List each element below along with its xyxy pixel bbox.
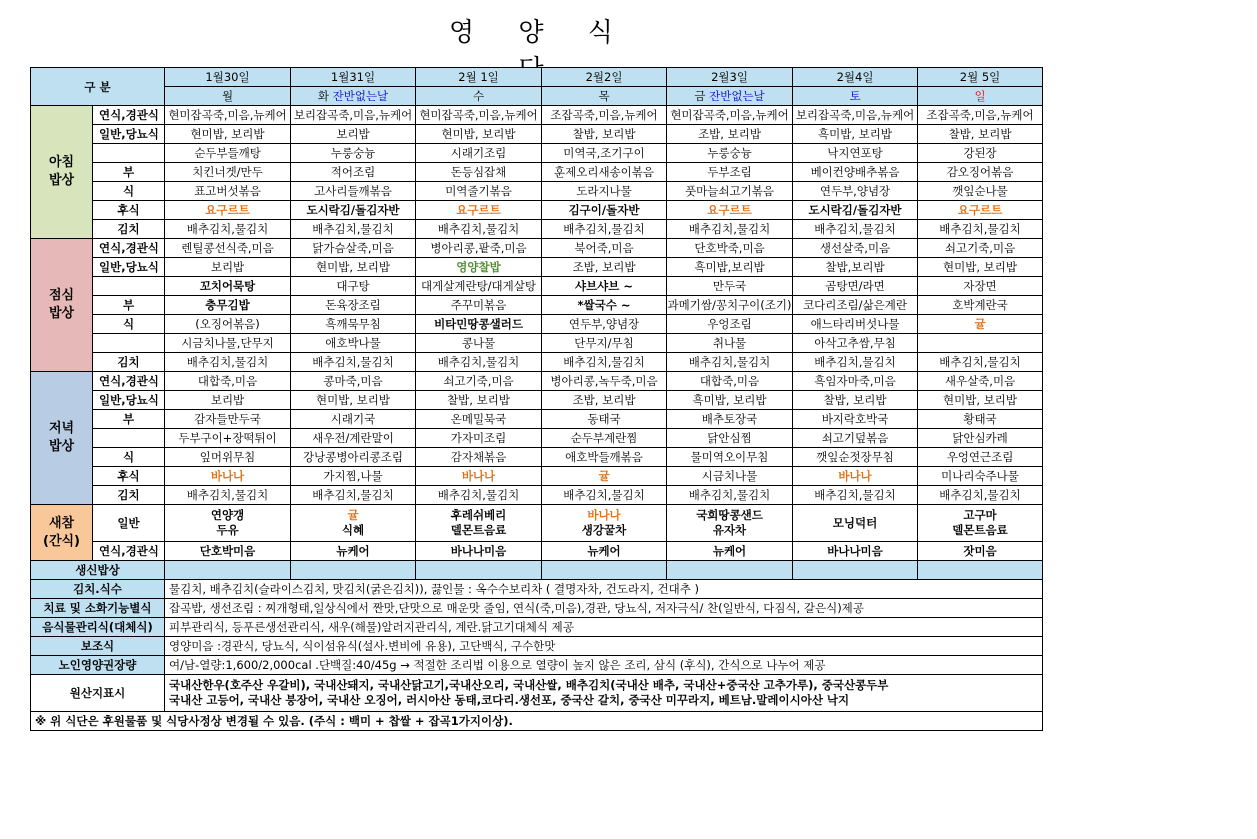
extra-label: 김치.식수	[31, 580, 165, 599]
menu-cell: 귤	[918, 315, 1043, 334]
menu-cell: 풋마늘쇠고기볶음	[667, 182, 793, 201]
extra-text: 영양미음 :경관식, 당뇨식, 식이섬유식(설사.변비에 유용), 고단백식, 구수한맛	[165, 637, 1043, 656]
menu-cell: 현미밥, 보리밥	[165, 125, 291, 144]
menu-cell: (오징어볶음)	[165, 315, 291, 334]
menu-cell: 조밥, 보리밥	[542, 391, 667, 410]
extra-row	[31, 637, 1043, 656]
row-label: 부	[93, 163, 165, 182]
birthday-cell	[165, 561, 291, 580]
menu-cell: 흑임자마죽,미음	[793, 372, 918, 391]
menu-cell: 두부구이+장떡튀이	[165, 429, 291, 448]
header-day-row	[31, 87, 1043, 106]
row-label: 부	[93, 410, 165, 429]
date-cell: 2월2일	[542, 68, 667, 87]
origin-row	[31, 675, 1043, 712]
row-label	[93, 277, 165, 296]
extra-label: 보조식	[31, 637, 165, 656]
menu-cell: 새우살죽,미음	[918, 372, 1043, 391]
menu-cell: 현미밥, 보리밥	[416, 125, 542, 144]
day-cell: 토	[793, 87, 918, 106]
extra-text: 피부관리식, 등푸른생선관리식, 새우(해물)알러지관리식, 계란.닭고기대체식 제공	[165, 618, 1043, 637]
breakfast-row	[31, 182, 1043, 201]
menu-cell: 미역국,조기구이	[542, 144, 667, 163]
menu-cell: 도시락김/돌김자반	[291, 201, 416, 220]
menu-cell: 배추김치,물김치	[165, 353, 291, 372]
menu-cell: 배추김치,물김치	[416, 220, 542, 239]
menu-cell: 찰밥, 보리밥	[793, 391, 918, 410]
menu-cell: 흑미밥, 보리밥	[667, 391, 793, 410]
menu-cell: 찰밥,보리밥	[793, 258, 918, 277]
day-cell: 일	[918, 87, 1043, 106]
menu-cell: 고사리들깨볶음	[291, 182, 416, 201]
menu-cell: 배추김치,물김치	[667, 486, 793, 505]
menu-cell: 배추김치,물김치	[793, 486, 918, 505]
menu-cell: 표고버섯볶음	[165, 182, 291, 201]
day-cell: 월	[165, 87, 291, 106]
menu-cell: 꼬치어묵탕	[165, 277, 291, 296]
extra-label: 음식물관리식(대체식)	[31, 618, 165, 637]
menu-cell: 보리잡곡죽,미음,뉴케어	[291, 106, 416, 125]
row-label: 식	[93, 448, 165, 467]
menu-cell: 배추김치,물김치	[291, 353, 416, 372]
dinner-row	[31, 486, 1043, 505]
menu-cell: 물미역오이무침	[667, 448, 793, 467]
day-cell: 금 잔반없는날	[667, 87, 793, 106]
menu-cell: 배추김치,물김치	[918, 353, 1043, 372]
extra-label: 노인영양권장량	[31, 656, 165, 675]
menu-cell: 배추김치,물김치	[542, 486, 667, 505]
breakfast-row	[31, 106, 1043, 125]
menu-cell: 과메기쌈/꽁치구이(조기)	[667, 296, 793, 315]
row-label: 식	[93, 315, 165, 334]
row-label: 후식	[93, 467, 165, 486]
menu-cell: 현미밥, 보리밥	[918, 258, 1043, 277]
menu-cell: 연양갱 두유	[165, 505, 291, 542]
menu-cell: 조잡곡죽,미음,뉴케어	[918, 106, 1043, 125]
menu-cell: 바나나미음	[416, 542, 542, 561]
row-label: 김치	[93, 353, 165, 372]
menu-cell: 도라지나물	[542, 182, 667, 201]
menu-cell: 곰탕면/라면	[793, 277, 918, 296]
menu-cell: 배추김치,물김치	[667, 220, 793, 239]
origin-text: 국내산한우(호주산 우갈비), 국내산돼지, 국내산닭고기,국내산오리, 국내산쌀, 배추김치(국내산 배추, 국내산+중국산 고추가루), 중국산콩두부 국내산 고등어, 국내산 붕장어, 국내산 오징어, 러시아산 동태,코다리.생선포, 중국산 갈치, 중국산 미꾸라지, 베트남.말레이시아산 낙지	[165, 675, 1043, 712]
menu-cell: 바나나	[165, 467, 291, 486]
menu-cell: 생선살죽,미음	[793, 239, 918, 258]
birthday-cell	[542, 561, 667, 580]
menu-cell: 감자채볶음	[416, 448, 542, 467]
extra-row	[31, 656, 1043, 675]
menu-cell: 요구르트	[416, 201, 542, 220]
menu-cell: 새우전/계란말이	[291, 429, 416, 448]
menu-cell: 단호박미음	[165, 542, 291, 561]
menu-cell: 자장면	[918, 277, 1043, 296]
menu-cell: 훈제오리새송이볶음	[542, 163, 667, 182]
dinner-label: 저녁 밥상	[31, 372, 93, 505]
menu-cell: 배추김치,물김치	[291, 486, 416, 505]
menu-cell: 현미밥, 보리밥	[291, 258, 416, 277]
menu-cell: 치킨너겟/만두	[165, 163, 291, 182]
menu-cell: 배추김치,물김치	[793, 220, 918, 239]
menu-cell: 잎머위무침	[165, 448, 291, 467]
row-label: 김치	[93, 220, 165, 239]
menu-cell: 돈등심잡채	[416, 163, 542, 182]
snack-label: 새참 (간식)	[31, 505, 93, 561]
day-cell: 수	[416, 87, 542, 106]
row-label	[93, 144, 165, 163]
menu-cell: *쌀국수 ~	[542, 296, 667, 315]
menu-cell: 찰밥, 보리밥	[918, 125, 1043, 144]
menu-cell: 국희땅콩샌드 유자차	[667, 505, 793, 542]
row-label: 연식,경관식	[93, 372, 165, 391]
lunch-row	[31, 258, 1043, 277]
menu-cell: 시래기조림	[416, 144, 542, 163]
lunch-row	[31, 296, 1043, 315]
menu-cell: 요구르트	[165, 201, 291, 220]
menu-cell: 두부조림	[667, 163, 793, 182]
row-label: 연식,경관식	[93, 239, 165, 258]
menu-cell: 감자들만두국	[165, 410, 291, 429]
lunch-row	[31, 239, 1043, 258]
lunch-row	[31, 353, 1043, 372]
menu-cell: 북어죽,미음	[542, 239, 667, 258]
extra-text: 잡곡밥, 생선조림 : 찌개형태,일상식에서 짠맛,단맛으로 매운맛 줄임, 연식(죽,미음),경관, 당뇨식, 저자극식/ 찬(일반식, 다짐식, 갈은식)제공	[165, 599, 1043, 618]
menu-cell: 현미밥, 보리밥	[291, 391, 416, 410]
dinner-row	[31, 429, 1043, 448]
extra-label: 치료 및 소화기능별식	[31, 599, 165, 618]
menu-cell: 낙지연포탕	[793, 144, 918, 163]
menu-cell: 바지락호박국	[793, 410, 918, 429]
menu-cell: 미역줄기볶음	[416, 182, 542, 201]
menu-cell: 흑미밥,보리밥	[667, 258, 793, 277]
menu-cell: 가지찜,나물	[291, 467, 416, 486]
snack-row	[31, 505, 1043, 542]
extra-row	[31, 580, 1043, 599]
menu-cell: 순두부들깨탕	[165, 144, 291, 163]
menu-cell: 바나나미음	[793, 542, 918, 561]
menu-cell: 뉴케어	[291, 542, 416, 561]
lunch-row	[31, 277, 1043, 296]
menu-cell: 현미잡곡죽,미음,뉴케어	[165, 106, 291, 125]
row-label	[93, 429, 165, 448]
date-cell: 2월 1일	[416, 68, 542, 87]
lunch-row	[31, 315, 1043, 334]
menu-cell: 배추김치,물김치	[667, 353, 793, 372]
menu-cell: 흑미밥, 보리밥	[793, 125, 918, 144]
menu-table	[30, 67, 1043, 731]
menu-cell: 고구마 델몬트음료	[918, 505, 1043, 542]
row-label: 식	[93, 182, 165, 201]
dinner-row	[31, 410, 1043, 429]
header-label: 구 분	[31, 68, 165, 106]
birthday-cell	[416, 561, 542, 580]
menu-cell: 온메밀묵국	[416, 410, 542, 429]
menu-cell: 배추김치,물김치	[165, 220, 291, 239]
menu-cell	[918, 334, 1043, 353]
menu-cell: 찰밥, 보리밥	[416, 391, 542, 410]
dinner-row	[31, 467, 1043, 486]
menu-cell: 닭안심찜	[667, 429, 793, 448]
menu-cell: 깻잎순젓장무침	[793, 448, 918, 467]
menu-cell: 배추김치,물김치	[416, 486, 542, 505]
menu-cell: 비타민땅콩샐러드	[416, 315, 542, 334]
menu-cell: 귤	[542, 467, 667, 486]
dinner-row	[31, 391, 1043, 410]
menu-cell: 바나나 생강꿀차	[542, 505, 667, 542]
menu-cell: 김구이/돌자반	[542, 201, 667, 220]
menu-cell: 잣미음	[918, 542, 1043, 561]
menu-cell: 찰밥, 보리밥	[542, 125, 667, 144]
menu-cell: 강된장	[918, 144, 1043, 163]
menu-cell: 요구르트	[667, 201, 793, 220]
menu-cell: 적어조림	[291, 163, 416, 182]
menu-cell: 영양찰밥	[416, 258, 542, 277]
page-title: 영 양 식	[449, 18, 631, 48]
menu-cell: 황태국	[918, 410, 1043, 429]
menu-cell: 애호박들깨볶음	[542, 448, 667, 467]
date-cell: 2월 5일	[918, 68, 1043, 87]
snack-row	[31, 542, 1043, 561]
menu-cell: 배추김치,물김치	[165, 486, 291, 505]
menu-cell: 애느타리버섯나물	[793, 315, 918, 334]
menu-cell: 흑깨묵무침	[291, 315, 416, 334]
menu-cell: 보리밥	[165, 258, 291, 277]
day-cell: 목	[542, 87, 667, 106]
menu-cell: 대합죽,미음	[667, 372, 793, 391]
menu-cell: 미나리숙주나물	[918, 467, 1043, 486]
birthday-cell	[793, 561, 918, 580]
menu-cell: 우엉조림	[667, 315, 793, 334]
day-cell: 화 잔반없는날	[291, 87, 416, 106]
breakfast-row	[31, 125, 1043, 144]
menu-cell: 현미잡곡죽,미음,뉴케어	[416, 106, 542, 125]
menu-cell: 후레쉬베리 델몬트음료	[416, 505, 542, 542]
menu-cell: 베이컨양배추볶음	[793, 163, 918, 182]
footnote: ※ 위 식단은 후원물품 및 식당사정상 변경될 수 있음. (주식 : 백미 + 찹쌀 + 잡곡1가지이상).	[31, 712, 1043, 731]
menu-cell: 깻잎순나물	[918, 182, 1043, 201]
birthday-cell	[918, 561, 1043, 580]
menu-cell: 닭안심카레	[918, 429, 1043, 448]
menu-cell: 배추김치,물김치	[542, 220, 667, 239]
menu-cell: 현미잡곡죽,미음,뉴케어	[667, 106, 793, 125]
menu-cell: 도시락김/돌김자반	[793, 201, 918, 220]
extra-row	[31, 618, 1043, 637]
row-label: 일반	[93, 505, 165, 542]
dinner-row	[31, 372, 1043, 391]
menu-cell: 뉴케어	[667, 542, 793, 561]
menu-cell: 바나나	[793, 467, 918, 486]
extra-text: 여/남-열량:1,600/2,000cal .단백질:40/45g → 적절한 조리법 이용으로 열량이 높지 않은 조리, 삼식 (후식), 간식으로 나누어 제공	[165, 656, 1043, 675]
menu-cell: 병아리콩,녹두죽,미음	[542, 372, 667, 391]
menu-cell: 요구르트	[918, 201, 1043, 220]
birthday-cell	[667, 561, 793, 580]
row-label: 부	[93, 296, 165, 315]
menu-cell: 콩마죽,미음	[291, 372, 416, 391]
menu-cell: 렌틸콩선식죽,미음	[165, 239, 291, 258]
breakfast-row	[31, 201, 1043, 220]
menu-cell: 보리잡곡죽,미음,뉴케어	[793, 106, 918, 125]
menu-cell: 귤 식혜	[291, 505, 416, 542]
origin-label: 원산지표시	[31, 675, 165, 712]
menu-cell: 아삭고추쌈,무침	[793, 334, 918, 353]
menu-cell: 배추김치,물김치	[918, 220, 1043, 239]
menu-cell: 배추김치,물김치	[542, 353, 667, 372]
menu-cell: 순두부계란찜	[542, 429, 667, 448]
menu-cell: 뉴케어	[542, 542, 667, 561]
menu-cell: 배추김치,물김치	[416, 353, 542, 372]
menu-cell: 애호박나물	[291, 334, 416, 353]
menu-cell: 시래기국	[291, 410, 416, 429]
menu-cell: 대게살계란탕/대게살탕	[416, 277, 542, 296]
row-label: 연식,경관식	[93, 542, 165, 561]
menu-cell: 취나물	[667, 334, 793, 353]
menu-cell: 현미밥, 보리밥	[918, 391, 1043, 410]
menu-cell: 우엉연근조림	[918, 448, 1043, 467]
birthday-cell	[291, 561, 416, 580]
menu-cell: 쇠고기죽,미음	[416, 372, 542, 391]
row-label	[93, 334, 165, 353]
menu-cell: 감오징어볶음	[918, 163, 1043, 182]
breakfast-row	[31, 163, 1043, 182]
footnote-row	[31, 712, 1043, 731]
menu-cell: 누룽숭늉	[667, 144, 793, 163]
dinner-row	[31, 448, 1043, 467]
extra-label: 생신밥상	[31, 561, 165, 580]
extra-text: 물김치, 배추김치(슬라이스김치, 맛김치(굵은김치)), 끓인물 : 옥수수보리차 ( 결명자차, 건도라지, 건대추 )	[165, 580, 1043, 599]
menu-cell: 시금치나물	[667, 467, 793, 486]
lunch-label: 점심 밥상	[31, 239, 93, 372]
menu-cell: 주꾸미볶음	[416, 296, 542, 315]
menu-cell: 배추김치,물김치	[793, 353, 918, 372]
date-cell: 1월31일	[291, 68, 416, 87]
menu-cell: 코다리조림/삶은계란	[793, 296, 918, 315]
menu-cell: 충무김밥	[165, 296, 291, 315]
row-label: 연식,경관식	[93, 106, 165, 125]
row-label: 일반,당뇨식	[93, 258, 165, 277]
menu-cell: 콩나물	[416, 334, 542, 353]
menu-cell: 배추김치,물김치	[291, 220, 416, 239]
date-cell: 2월4일	[793, 68, 918, 87]
header-date-row	[31, 68, 1043, 87]
menu-cell: 보리밥	[291, 125, 416, 144]
breakfast-label: 아침 밥상	[31, 106, 93, 239]
menu-cell: 배추토장국	[667, 410, 793, 429]
breakfast-row	[31, 220, 1043, 239]
menu-cell: 강낭콩병아리콩조림	[291, 448, 416, 467]
menu-cell: 단무지/무침	[542, 334, 667, 353]
menu-cell: 누룽숭늉	[291, 144, 416, 163]
menu-cell: 바나나	[416, 467, 542, 486]
row-label: 일반,당뇨식	[93, 125, 165, 144]
menu-cell: 대구탕	[291, 277, 416, 296]
menu-cell: 만두국	[667, 277, 793, 296]
row-label: 후식	[93, 201, 165, 220]
date-cell: 1월30일	[165, 68, 291, 87]
menu-cell: 샤브샤브 ~	[542, 277, 667, 296]
menu-cell: 쇠고기죽,미음	[918, 239, 1043, 258]
menu-cell: 동태국	[542, 410, 667, 429]
menu-cell: 시금치나물,단무지	[165, 334, 291, 353]
menu-cell: 연두부,양념장	[793, 182, 918, 201]
menu-cell: 쇠고기덮볶음	[793, 429, 918, 448]
extra-row	[31, 561, 1043, 580]
lunch-row	[31, 334, 1043, 353]
row-label: 김치	[93, 486, 165, 505]
menu-cell: 조잡곡죽,미음,뉴케어	[542, 106, 667, 125]
menu-cell: 조밥, 보리밥	[542, 258, 667, 277]
menu-cell: 가자미조림	[416, 429, 542, 448]
date-cell: 2월3일	[667, 68, 793, 87]
extra-row	[31, 599, 1043, 618]
menu-cell: 호박계란국	[918, 296, 1043, 315]
row-label: 일반,당뇨식	[93, 391, 165, 410]
menu-cell: 닭가슴살죽,미음	[291, 239, 416, 258]
menu-cell: 단호박죽,미음	[667, 239, 793, 258]
menu-cell: 모닝덕터	[793, 505, 918, 542]
menu-cell: 보리밥	[165, 391, 291, 410]
menu-cell: 조밥, 보리밥	[667, 125, 793, 144]
menu-cell: 병아리콩,팥죽,미음	[416, 239, 542, 258]
breakfast-row	[31, 144, 1043, 163]
menu-cell: 돈육장조림	[291, 296, 416, 315]
menu-cell: 연두부,양념장	[542, 315, 667, 334]
menu-cell: 배추김치,물김치	[918, 486, 1043, 505]
menu-cell: 대합죽,미음	[165, 372, 291, 391]
